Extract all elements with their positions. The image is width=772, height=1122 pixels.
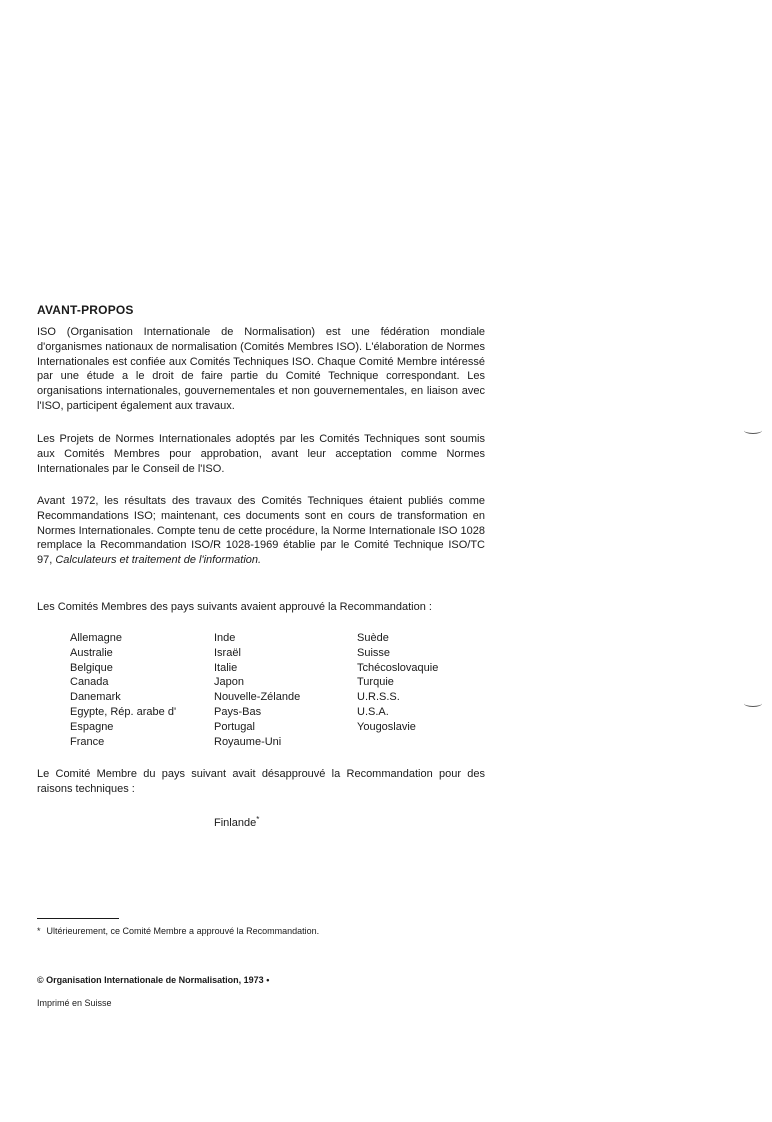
country-item: U.S.A.: [357, 705, 389, 718]
printed-in: Imprimé en Suisse: [37, 998, 112, 1008]
country-item: Belgique: [70, 661, 113, 674]
scan-mark: [744, 700, 762, 707]
country-item: Canada: [70, 676, 109, 689]
country-item: Suisse: [357, 646, 391, 659]
country-item: France: [70, 735, 105, 748]
paragraph-history-text: Avant 1972, les résultats des travaux des Comités Techniques étaient publiés comme Recommandations ISO; maintenant, ces documents sont en cours de transformation en Normes Internationales. Compte tenu de cette procédure, la Norme Internationale ISO 1028 remplace la Recommandation ISO/R 1028-1969 établie par le Comité Technique ISO/TC 97,: [37, 495, 485, 567]
paragraph-iso-intro: ISO (Organisation Internationale de Normalisation) est une fédération mondiale d'organismes nationaux de normalisation (Comités Membres ISO). L'élaboration de Normes Internationales est confiée aux Comités Techniques ISO. Chaque Comité Membre intéressé par une étude a le droit de faire partie du Comité Technique correspondant. Les organisations internationales, gouvernementales et non gouvernementales, en liaison avec l'ISO, participent également aux travaux.: [37, 326, 485, 412]
country-item: Italie: [214, 661, 238, 674]
footnote: [37, 926, 319, 936]
country-item: Espagne: [70, 720, 114, 733]
disapproving-country-name: Finlande: [214, 817, 257, 829]
country-column-2: [214, 631, 354, 749]
paragraph-draft-standards: Les Projets de Normes Internationales adoptés par les Comités Techniques sont soumis aux Comités Membres pour approbation, avant leur acceptation comme Normes Internationales par le Conseil de l'ISO.: [37, 433, 485, 475]
country-column-1: [70, 631, 210, 749]
footnote-marker: *: [37, 926, 41, 936]
paragraph-history: [37, 494, 485, 568]
country-item: Danemark: [70, 691, 121, 704]
scan-mark: [744, 427, 762, 434]
country-item: Inde: [214, 632, 236, 644]
country-item: Suède: [357, 632, 389, 644]
country-item: Royaume-Uni: [214, 735, 282, 748]
footnote-text: Ultérieurement, ce Comité Membre a approuvé la Recommandation.: [46, 926, 320, 936]
footnote-divider: [37, 918, 119, 919]
committee-title: Calculateurs et traitement de l'information.: [55, 554, 262, 567]
country-item: Turquie: [357, 676, 394, 689]
country-item: Pays-Bas: [214, 705, 262, 718]
section-heading: AVANT-PROPOS: [37, 303, 134, 317]
country-item: U.R.S.S.: [357, 691, 400, 704]
country-column-3: [357, 631, 497, 735]
paragraph-approvals-intro: Les Comités Membres des pays suivants avaient approuvé la Recommandation :: [37, 601, 432, 613]
country-item: Portugal: [214, 720, 255, 733]
country-item: Nouvelle-Zélande: [214, 691, 301, 704]
country-item: Japon: [214, 676, 244, 689]
copyright-notice: © Organisation Internationale de Normalisation, 1973 •: [37, 975, 270, 985]
country-item: Israël: [214, 646, 241, 659]
country-item: Egypte, Rép. arabe d': [70, 705, 177, 718]
footnote-reference: *: [256, 815, 260, 824]
disapproving-country: [214, 815, 259, 829]
country-item: Yougoslavie: [357, 720, 416, 733]
country-item: Australie: [70, 646, 113, 659]
paragraph-disapproval: Le Comité Membre du pays suivant avait désapprouvé la Recommandation pour des raisons techniques :: [37, 768, 485, 795]
country-item: Allemagne: [70, 632, 122, 644]
country-item: Tchécoslovaquie: [357, 661, 439, 674]
